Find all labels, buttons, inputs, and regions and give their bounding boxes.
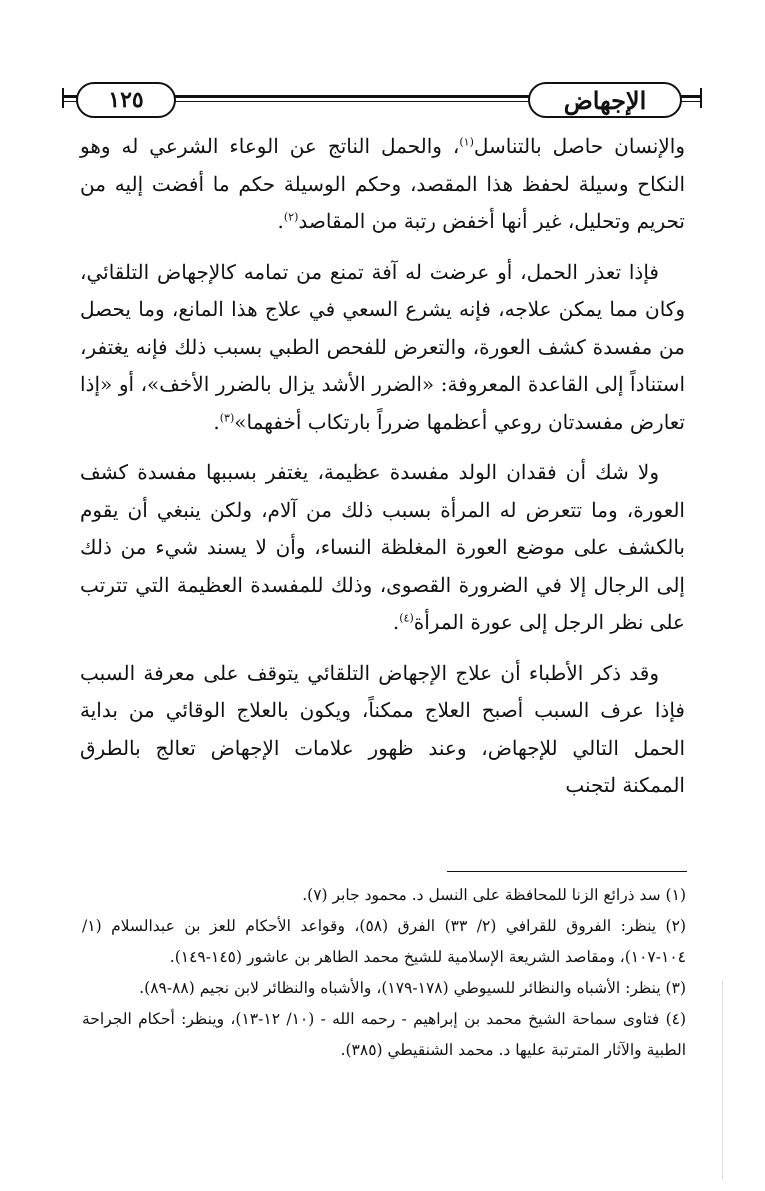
paragraph-2 [80, 254, 685, 442]
running-header [62, 76, 702, 120]
footnote-1: (١) سد ذرائع الزنا للمحافظة على النسل د. محمود جابر (٧). [302, 886, 686, 904]
paragraph-3 [80, 454, 685, 642]
footnote-ref-3[interactable]: (٣) [219, 410, 235, 424]
text-run: والإنسان حاصل بالتناسل [473, 134, 685, 158]
text-run: . [213, 409, 220, 434]
footnote-3: (٣) ينظر: الأشباه والنظائر للسيوطي (١٧٨-١٧٩)، والأشباه والنظائر لابن نجيم (٨٨-٨٩). [139, 979, 686, 997]
text-run: وقد ذكر الأطباء أن علاج الإجهاض التلقائي يتوقف على معرفة السبب فإذا عرف السبب أصبح العلاج ممكناً، ويكون بالعلاج الوقائي من بداية الحمل التالي للإجهاض، وعند ظهور علامات الإجهاض تعالج بالطرق الممكنة لتجنب [80, 660, 685, 797]
text-run: فإذا تعذر الحمل، أو عرضت له آفة تمنع من تمامه كالإجهاض التلقائي، وكان مما يمكن علاجه، فإنه يشرع السعي في علاج هذا المانع، وما يحصل من مفسدة كشف العورة، والتعرض للفحص الطبي بسبب ذلك فإنه يغتفر، استناداً إلى القاعدة المعروفة: «الضرر الأشد يزال بالضرر الأخف»، أو «إذا تعارض مفسدتان روعي أعظمها ضرراً بارتكاب أخفهما» [80, 259, 685, 434]
chapter-title: الإجهاض [528, 82, 682, 118]
footnote-ref-1[interactable]: (١) [459, 135, 474, 149]
footnote-4: (٤) فتاوى سماحة الشيخ محمد بن إبراهيم - رحمه الله - (١٠/ ١٢-١٣)، وينظر: أحكام الجراحة الطبية والآثار المترتبة عليها د. محمد الشنقيطي (٣٨٥). [82, 1010, 687, 1059]
footnote-ref-2[interactable]: (٢) [283, 210, 299, 224]
footnotes [82, 880, 686, 1066]
paragraph-1 [80, 128, 685, 241]
text-run: . [277, 209, 284, 233]
main-text [80, 128, 685, 818]
text-run: . [392, 610, 400, 634]
footnote-separator [447, 871, 687, 872]
text-run: ولا شك أن فقدان الولد مفسدة عظيمة، يغتفر بسببها مفسدة كشف العورة، وما تتعرض له المرأة بسبب ذلك من آلام، ولكن ينبغي أن يقوم بالكشف على موضع العورة المغلظة النساء، وأن لا يسند شيء من ذلك إلى الرجال إلا في الضرورة القصوى، وذلك للمفسدة العظيمة التي تترتب على نظر الرجل إلى عورة المرأة [80, 460, 685, 634]
footnote-ref-4[interactable]: (٤) [399, 611, 414, 625]
text-run: ، والحمل الناتج عن الوعاء الشرعي له وهو النكاح وسيلة لحفظ هذا المقصد، وحكم الوسيلة حكم ما أفضت إليه من تحريم وتحليل، غير أنها أخفض رتبة من المقاصد [80, 134, 685, 233]
page-number: ١٢٥ [76, 82, 176, 118]
paragraph-4 [80, 655, 685, 805]
footnote-2: (٢) ينظر: الفروق للقرافي (٢/ ٣٣) الفرق (٥٨)، وقواعد الأحكام للعز بن عبدالسلام (١/ ١٠٤-١٠٧)، ومقاصد الشريعة الإسلامية للشيخ محمد الطاهر بن عاشور (١٤٥-١٤٩). [82, 917, 686, 966]
scan-edge-line [722, 980, 723, 1180]
header-right-cap [694, 88, 702, 108]
header-left-cap [62, 88, 70, 108]
